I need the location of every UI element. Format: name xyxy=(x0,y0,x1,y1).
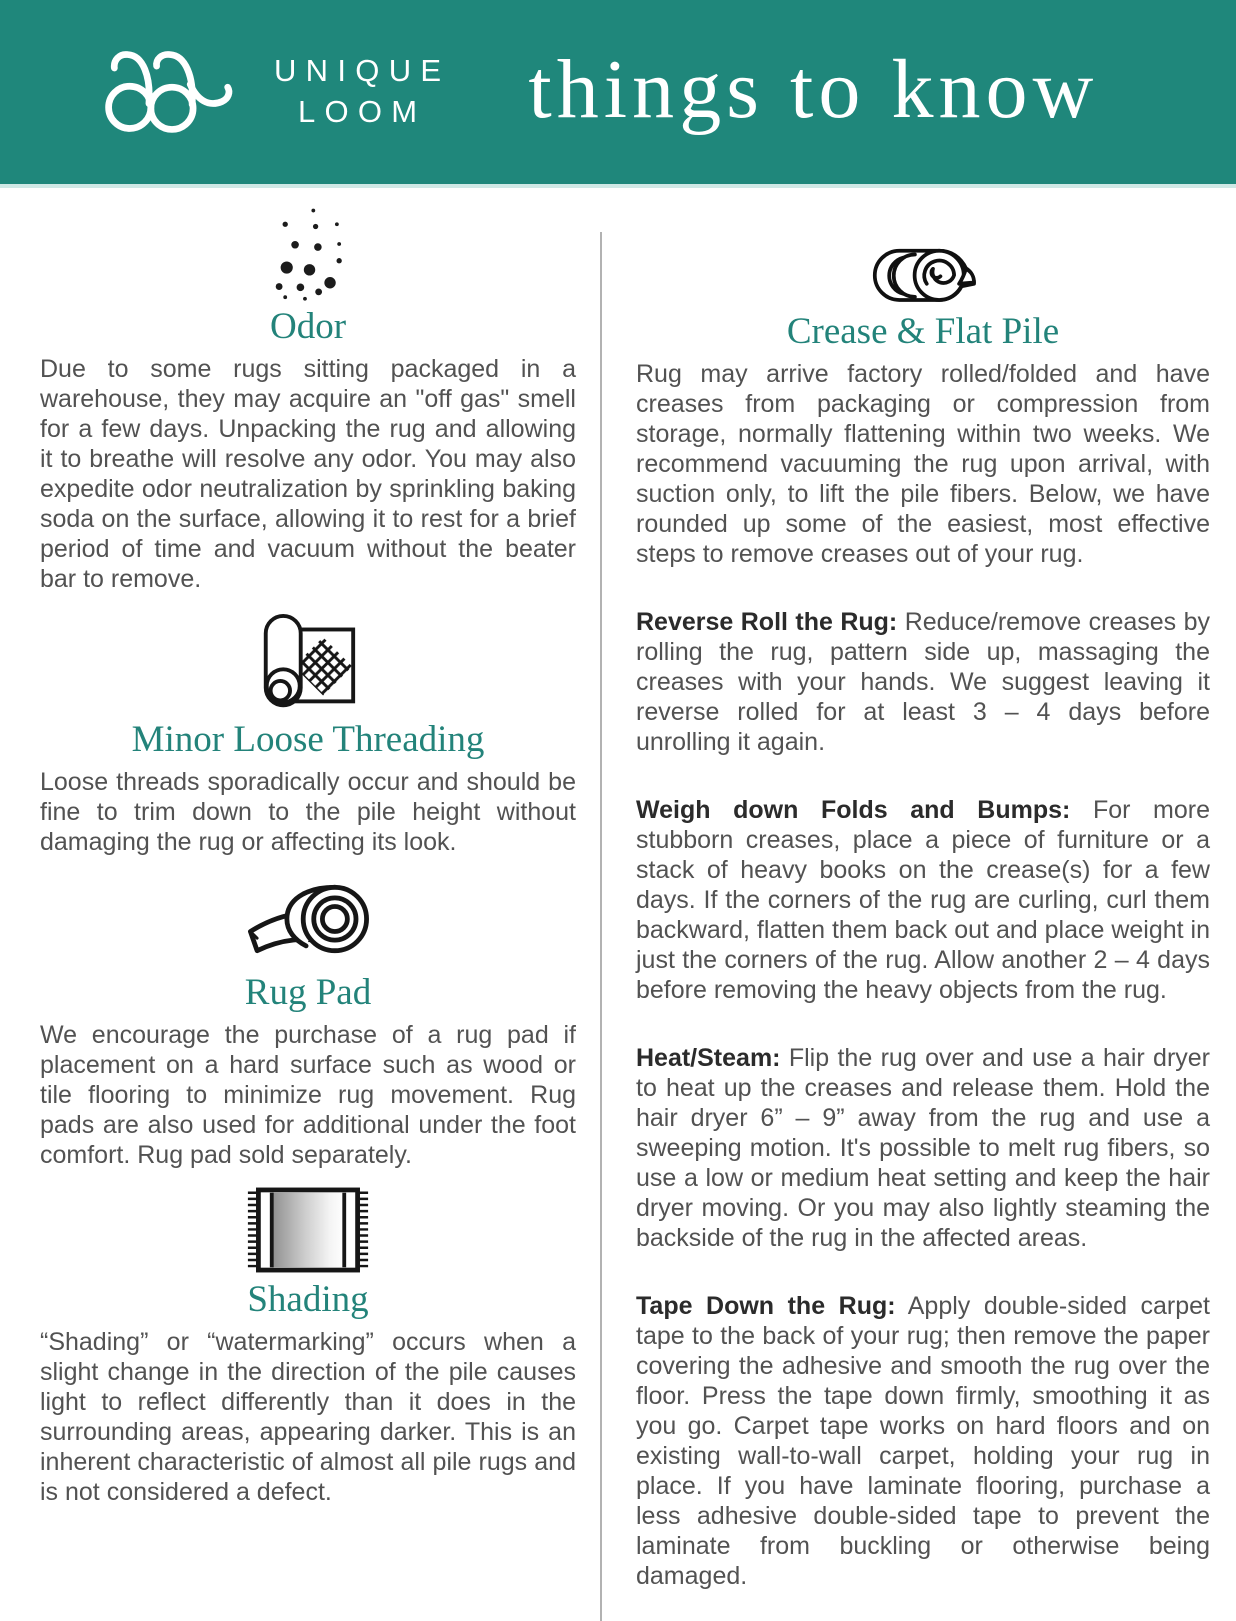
tip-label: Reverse Roll the Rug: xyxy=(636,608,898,636)
section-body: We encourage the purchase of a rug pad if placement on a hard surface such as wood or tile flooring to minimize rug movement. Rug pads are also used for additional under the foot comfort. Rug pad sold separately. xyxy=(40,1021,576,1169)
loom-monogram-icon xyxy=(96,44,246,140)
tip-weigh-down xyxy=(636,795,1210,1005)
content-area xyxy=(0,188,1236,1621)
section-crease-flat-pile xyxy=(636,244,1210,569)
tip-text: Flip the rug over and use a hair dryer to heat up the creases and release them. Hold the hair dryer 6” – 9” away from the rug and use a sweeping motion. It's possible to melt rug fibers, so use a low or medium heat setting and keep the hair dryer moving. Or you may also lightly steaming the backside of the rug in the affected areas. xyxy=(636,1044,1211,1252)
unique-loom-logo xyxy=(96,44,246,140)
tip-text: Reduce/remove creases by rolling the rug, pattern side up, massaging the creases with your hands. We suggest leaving it reverse rolled for at least 3 – 4 days before unrolling it again. xyxy=(636,608,1211,756)
section-body: Loose threads sporadically occur and should be fine to trim down to the pile height without damaging the rug or affecting its look. xyxy=(40,768,576,856)
left-column xyxy=(0,188,600,1621)
section-heading: Shading xyxy=(247,1279,369,1320)
section-heading: Rug Pad xyxy=(244,972,372,1013)
tip-label: Tape Down the Rug: xyxy=(636,1292,896,1320)
tip-heat-steam xyxy=(636,1043,1210,1253)
unrolling-rug-icon xyxy=(252,612,364,714)
tip-reverse-roll xyxy=(636,607,1210,757)
rug-pad-roll-icon xyxy=(237,871,379,967)
brand-line-1: UNIQUE xyxy=(274,53,451,89)
right-column xyxy=(602,188,1236,1621)
tip-tape-down xyxy=(636,1291,1210,1591)
odor-speckles-icon xyxy=(269,206,347,301)
header-banner xyxy=(0,0,1236,188)
tip-label: Heat/Steam: xyxy=(636,1044,781,1072)
rolled-rug-icon xyxy=(867,246,979,306)
brand-name xyxy=(274,51,450,133)
section-body: Due to some rugs sitting packaged in a warehouse, they may acquire an "off gas" smell for a few days. Unpacking the rug and allowing it to breathe will resolve any odor. You may also expedite odor neutralization by sprinkling baking soda on the surface, allowing it to rest for a brief period of time and vacuum without the beater bar to remove. xyxy=(40,355,576,593)
section-body: “Shading” or “watermarking” occurs when a slight change in the direction of the pile causes light to reflect differently than it does in the surrounding areas, appearing darker. This is an inherent characteristic of almost all pile rugs and is not considered a defect. xyxy=(40,1328,576,1506)
section-heading: Minor Loose Threading xyxy=(131,719,485,760)
page-title: things to know xyxy=(528,42,1099,136)
tip-text: Apply double-sided carpet tape to the back of your rug; then remove the paper covering the adhesive and smooth the rug over the floor. Press the tape down firmly, smoothing it as you go. Carpet tape works on hard floors and on existing wall-to-wall carpet, holding your rug in place. If you have laminate flooring, purchase a less adhesive double-sided tape to prevent the laminate from buckling or otherwise being damaged. xyxy=(636,1292,1211,1590)
brand-line-2: LOOM xyxy=(297,94,427,129)
section-rug-pad xyxy=(40,869,576,1170)
tip-label: Weigh down Folds and Bumps: xyxy=(636,796,1071,824)
tip-text: For more stubborn creases, place a piece of furniture or a stack of heavy books on the crease(s) for a few days. If the corners of the rug are curling, curl them backward, flatten them back out and place weight in just the corners of the rug. Allow another 2 – 4 days before removing the heavy objects from the rug. xyxy=(636,796,1211,1004)
section-heading: Crease & Flat Pile xyxy=(786,311,1060,352)
fringed-rug-icon xyxy=(246,1186,370,1274)
section-odor xyxy=(40,206,576,594)
section-heading: Odor xyxy=(269,306,347,347)
section-body: Rug may arrive factory rolled/folded and have creases from packaging or compression from storage, normally flattening within two weeks. We recommend vacuuming the rug upon arrival, with suction only, to lift the pile fibers. Below, we have rounded up some of the easiest, most effective steps to remove creases out of your rug. xyxy=(636,360,1210,568)
section-minor-loose-threading xyxy=(40,610,576,857)
section-shading xyxy=(40,1186,576,1507)
